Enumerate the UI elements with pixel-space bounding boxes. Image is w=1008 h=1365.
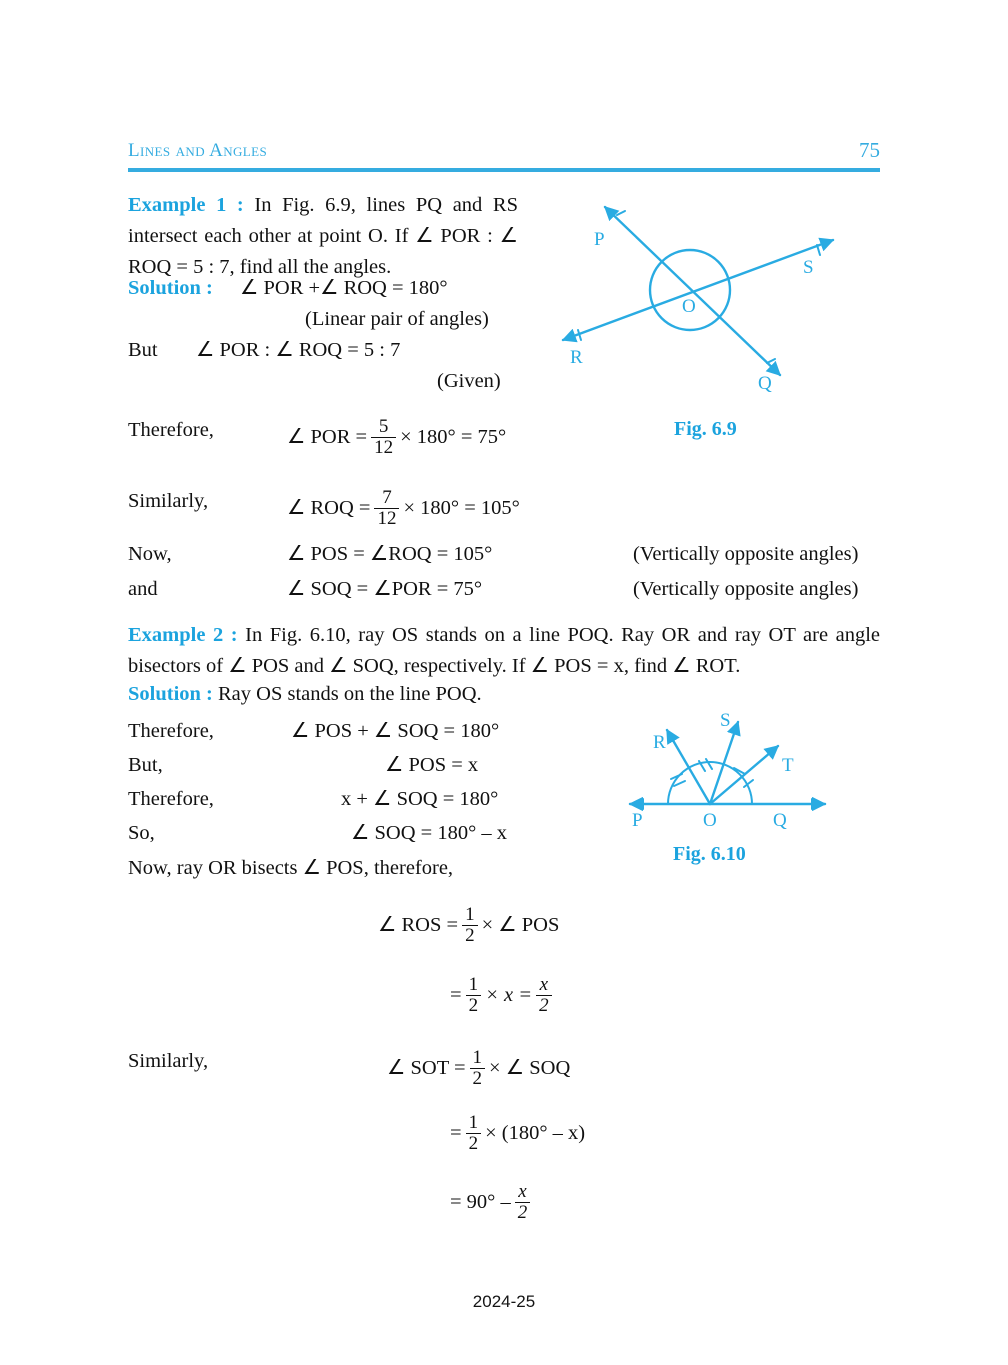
fig610-label-r: R (653, 732, 666, 753)
example1-and-equation: ∠ SOQ = ∠POR = 75° (287, 578, 483, 600)
example2-sot-rhs: × ∠ SOQ (489, 1057, 571, 1080)
example2-solution-line (128, 681, 482, 707)
example2-solution-label: Solution : (128, 683, 213, 705)
fraction-1-2-ros (462, 905, 478, 946)
fig69-tick-q (767, 359, 775, 363)
fraction-numerator: x (539, 974, 549, 995)
example2-therefore1-label: Therefore, (128, 720, 214, 742)
figure-6-9-caption: Fig. 6.9 (674, 418, 737, 440)
fig610-label-t: T (782, 755, 794, 776)
example2-ros2-mid: × x = (485, 984, 533, 1007)
fraction-denominator: 2 (466, 1133, 482, 1154)
page-number: 75 (859, 138, 880, 162)
example1-similarly-label: Similarly, (128, 490, 209, 512)
example2-sot-equation (387, 1048, 570, 1089)
example1-statement-text: In Fig. 6.9, lines PQ and RS intersect each other at point O. If ∠ POR : ∠ ROQ = 5 : 7, find all the angles. (128, 194, 518, 278)
fraction-denominator: 2 (536, 995, 552, 1016)
fraction-5-12 (371, 417, 396, 458)
example1-solution-label: Solution : (128, 277, 213, 299)
figure-6-10-caption: Fig. 6.10 (673, 843, 746, 865)
chapter-title: Lines and Angles (128, 140, 268, 161)
example1-por-rhs: × 180° = 75° (400, 426, 507, 449)
fraction-denominator: 2 (515, 1202, 531, 1223)
example2-ros-second-line (450, 975, 556, 1016)
fraction-x-2 (536, 975, 552, 1016)
example1-now-equation: ∠ POS = ∠ROQ = 105° (287, 543, 493, 565)
example1-and-reason: (Vertically opposite angles) (633, 578, 859, 600)
fig610-arc-ticks (671, 759, 753, 787)
fraction-denominator: 12 (371, 437, 396, 458)
fraction-denominator: 2 (462, 925, 478, 946)
example2-ros-equation (378, 905, 559, 946)
example1-but-label: But (128, 339, 158, 361)
figure-6-9-drawing (545, 185, 875, 405)
example1-therefore-label: Therefore, (128, 419, 214, 441)
example1-solution-equation: ∠ POR +∠ ROQ = 180° (240, 277, 448, 299)
fig69-label-s: S (803, 257, 814, 278)
example1-linear-pair-reason: (Linear pair of angles) (305, 308, 489, 330)
example2-therefore2-equation: x + ∠ SOQ = 180° (341, 788, 499, 810)
example2-ros-lhs: ∠ ROS = (378, 914, 459, 937)
example1-but-equation: ∠ POR : ∠ ROQ = 5 : 7 (196, 339, 401, 361)
example2-ros2-eq: = (450, 984, 462, 1007)
example2-therefore2-label: Therefore, (128, 788, 214, 810)
example1-statement-paragraph (128, 190, 518, 282)
fig610-label-p: P (632, 810, 643, 831)
example2-but-equation: ∠ POS = x (385, 754, 479, 776)
fraction-numerator: 1 (468, 974, 479, 995)
fraction-numerator: 1 (465, 904, 475, 925)
fraction-denominator: 2 (466, 995, 482, 1016)
example2-solution-text: Ray OS stands on the line POQ. (212, 683, 482, 705)
fraction-numerator: 1 (472, 1047, 483, 1068)
example2-sot-third-line (450, 1182, 534, 1223)
fraction-numerator: x (518, 1181, 527, 1202)
example2-but-label: But, (128, 754, 163, 776)
example2-sot-lhs: ∠ SOT = (387, 1057, 466, 1080)
fig69-line-rs (563, 240, 833, 340)
figure-6-10 (610, 708, 850, 833)
example1-roq-lhs: ∠ ROQ = (287, 497, 371, 520)
example1-por-lhs: ∠ POR = (287, 426, 368, 449)
example2-sot-second-line (450, 1113, 585, 1154)
example2-statement-paragraph (128, 620, 880, 682)
fig69-tick-p (617, 211, 625, 215)
example2-sot2-rhs: × (180° – x) (485, 1122, 586, 1145)
example2-similarly-label: Similarly, (128, 1050, 209, 1072)
example1-label: Example 1 : (128, 194, 244, 216)
example1-and-label: and (128, 578, 158, 600)
fraction-7-12 (374, 488, 399, 529)
fig69-label-r: R (570, 347, 583, 368)
fig69-label-p: P (594, 229, 605, 250)
example1-roq-rhs: × 180° = 105° (403, 497, 520, 520)
figure-6-9 (545, 185, 875, 405)
fig610-label-q: Q (773, 810, 787, 831)
example2-so-equation: ∠ SOQ = 180° – x (351, 822, 508, 844)
figure-6-10-drawing (610, 708, 850, 833)
header-divider (128, 168, 880, 172)
example1-solution-line (128, 275, 213, 301)
fraction-denominator: 12 (374, 508, 399, 529)
example1-similarly-equation (287, 488, 520, 529)
example1-now-reason: (Vertically opposite angles) (633, 543, 859, 565)
fig69-label-q: Q (758, 373, 772, 394)
example2-statement-text: In Fig. 6.10, ray OS stands on a line POQ. Ray OR and ray OT are angle bisectors of ∠ POS and ∠ SOQ, respectively. If ∠ POS = x, find ∠ ROT. (128, 624, 880, 677)
fraction-denominator: 2 (470, 1068, 486, 1089)
example2-label: Example 2 : (128, 624, 238, 646)
fraction-1-2-sot (470, 1048, 486, 1089)
fraction-numerator: 7 (382, 487, 392, 508)
example2-sot2-eq: = (450, 1122, 462, 1145)
example2-bisect-statement: Now, ray OR bisects ∠ POS, therefore, (128, 857, 454, 879)
example1-given-reason: (Given) (437, 370, 501, 392)
page-footer: 2024-25 (472, 1292, 536, 1311)
fraction-numerator: 1 (468, 1112, 479, 1133)
fig69-label-o: O (682, 296, 696, 317)
running-head (128, 140, 880, 166)
example1-now-label: Now, (128, 543, 172, 565)
example2-so-label: So, (128, 822, 155, 844)
fraction-1-2-ros2 (466, 975, 482, 1016)
fraction-numerator: 5 (378, 416, 389, 437)
example2-ros-rhs: × ∠ POS (481, 914, 560, 937)
example1-therefore-equation (287, 417, 506, 458)
fig610-label-o: O (703, 810, 717, 831)
fig610-label-s: S (720, 710, 731, 731)
fraction-1-2-sot2 (466, 1113, 482, 1154)
example2-sot3-lhs: = 90° – (450, 1191, 511, 1214)
fraction-x-2-final (515, 1182, 531, 1223)
example2-therefore1-equation: ∠ POS + ∠ SOQ = 180° (291, 720, 500, 742)
